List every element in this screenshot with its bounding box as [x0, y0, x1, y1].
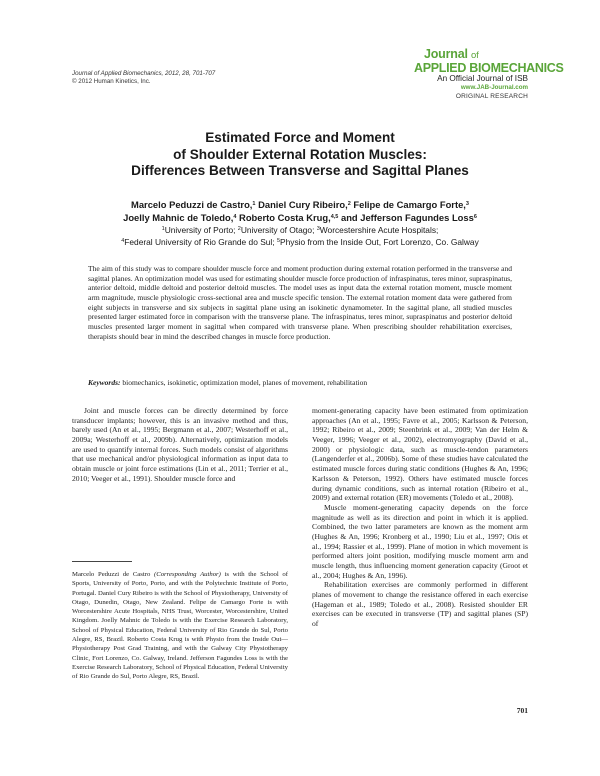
- author-name: and Jefferson Fagundes Loss: [340, 212, 474, 223]
- author-affiliation-mark: 4: [233, 214, 237, 220]
- title-line: of Shoulder External Rotation Muscles:: [173, 146, 427, 162]
- body-paragraph: moment-generating capacity have been estimated from optimization approaches (An et al., 1995; Favre et al., 2005; Karlsson & Peterson, 1992; Ribeiro et al., 2009; Steenbrink et al., 2009; Van der Helm & Veeger, 1996; Veeger et al., 2002), electromyography (David et al., 2000) or physiologic data, such as muscle-tendon parameters (Langenderfer et al., 2006b). Some of these studies have calculated the estimated muscle forces during static conditions (Hughes & An, 1996; Karlsson & Peterson, 1992). Others have estimated muscle forces during dynamic conditions, such as internal rotation (Ribeiro et al., 2009) and external rotation (ER) movements (Toledo et al., 2008).: [312, 406, 528, 503]
- logo-journal-word: Journal: [424, 47, 468, 61]
- affiliation-list: [0, 224, 600, 248]
- affiliation-mark: 4: [121, 238, 125, 244]
- author-list: [0, 198, 600, 224]
- corresponding-author-label: (Corresponding Author): [154, 571, 221, 578]
- author-name: Daniel Cury Ribeiro,: [258, 199, 348, 210]
- author-affiliation-mark: 2: [347, 201, 351, 207]
- footnote-text: is with the School of Sports, University of Porto, Porto, and with the Polytechnic Institute of Porto, Portugal. Daniel Cury Ribeiro is with the School of Physiotherapy, University of Otago, Dunedin, Otago, New Zealand. Felipe de Camargo Forte is with Worcestershire Acute Hospitals, NHS Trust, Worcester, Worcestershire, United Kingdom. Joelly Mahnic de Toledo is with the Exercise Research Laboratory, School of Physical Education, Federal University of Rio Grande do Sul, Porto Alegre, RS, Brazil. Roberto Costa Krug is with Physio from the Inside Out—Physiotherapy Post Grad Training, and with the Galway City Physiotherapy Clinic, Fort Lorenzo, Co. Galway, Ireland. Jefferson Fagundes Loss is with the Exercise Research Laboratory, School of Physical Education, Federal University of Rio Grande do Sul, Porto Alegre, RS, Brazil.: [72, 571, 289, 681]
- keywords-label: Keywords:: [88, 378, 121, 387]
- affiliation-line: [0, 224, 600, 236]
- author-affiliation-mark: 3: [465, 201, 469, 207]
- author-line: [0, 198, 600, 211]
- affiliation-text: Federal University of Rio Grande do Sul;: [124, 237, 275, 247]
- logo-of-word: of: [471, 50, 479, 61]
- affiliation-text: Physio from the Inside Out, Fort Lorenzo, Co. Galway: [280, 237, 479, 247]
- abstract: The aim of this study was to compare shoulder muscle force and moment production during external rotation performed in the transverse and sagittal planes. An optimization model was used for estimating shoulder muscle force production of infraspinatus, teres minor, supraspinatus, anterior deltoid, middle deltoid and posterior deltoid muscles. The model uses as input data the external rotation moment, muscle moment arm magnitude, muscle physiologic cross-sectional area and muscle specific tension. The external rotation moment data were gathered from eight subjects in transverse and six subjects in sagittal plane using an isokinetic dynamometer. In the sagittal plane, all studied muscles presented larger estimated force in comparison with the transverse plane. The infraspinatus, teres minor, supraspinatus and posterior deltoid muscles presented larger moment in sagittal when compared with transverse plane. When prescribing shoulder rehabilitation exercises, therapists should bear in mind the described changes in muscle force production.: [88, 264, 512, 341]
- journal-info: [437, 74, 528, 101]
- footnote-divider: [72, 561, 132, 562]
- affiliation-mark: 1: [161, 226, 165, 232]
- journal-website-link[interactable]: www.JAB-Journal.com: [460, 84, 528, 91]
- affiliation-text: Worcestershire Acute Hospitals;: [319, 225, 439, 235]
- keywords: [88, 378, 512, 388]
- title-line: Estimated Force and Moment: [205, 130, 395, 145]
- author-name: Roberto Costa Krug,: [239, 212, 331, 223]
- author-affiliation-mark: 1: [252, 201, 256, 207]
- journal-logo: [414, 47, 564, 75]
- affiliation-mark: 5: [276, 238, 281, 244]
- affiliation-mark: 3: [316, 226, 320, 232]
- affiliation-text: University of Porto;: [164, 225, 236, 235]
- official-journal-text: An Official Journal of ISB: [437, 74, 528, 83]
- keywords-text: biomechanics, isokinetic, optimization model, planes of movement, rehabilitation: [122, 378, 368, 387]
- corresponding-author-name: Marcelo Peduzzi de Castro: [72, 571, 151, 578]
- body-paragraph: Muscle moment-generating capacity depends on the force magnitude as well as its direction and point in which it is applied. Combined, the two latter parameters are known as the moment arm (Hughes & An, 1996; Kronberg et al., 1990; Liu et al., 1997; Otis et al., 1994; Rassier et al., 1999). Plane of motion in which movement is performed alters joint position, modifying muscle moment arm and muscle length, thus influencing moment generation capacity (Groot et al., 2004; Hughes & An, 1996).: [312, 502, 528, 580]
- title-line: Differences Between Transverse and Sagittal Planes: [131, 163, 469, 178]
- author-name: Joelly Mahnic de Toledo,: [123, 212, 234, 223]
- journal-citation: [72, 70, 215, 86]
- logo-journal-name: APPLIED BIOMECHANICS: [414, 61, 564, 75]
- affiliation-text: University of Otago;: [240, 225, 315, 235]
- author-line: [0, 211, 600, 224]
- article-title: [0, 130, 600, 180]
- article-section-label: ORIGINAL RESEARCH: [455, 93, 528, 100]
- author-footnote: [72, 570, 288, 682]
- body-paragraph: Joint and muscle forces can be directly determined by force transducer implants; however, this is an invasive method and thus, barely used (An et al., 1995; Bergmann et al., 2007; Westerhoff et al., 2009a; Westerhoff et al., 2009b). Alternatively, optimization models are used to quantify internal forces. Such models consist of algorithms that use mechanical and/or physiological information as input data to obtain muscle or joint force estimations (Lin et al., 2011; Terrier et al., 2010; Veeger et al., 1991). Shoulder muscle force and: [72, 406, 288, 483]
- body-column-right: [312, 406, 528, 629]
- author-name: Felipe de Camargo Forte,: [353, 199, 466, 210]
- author-name: Marcelo Peduzzi de Castro,: [131, 199, 253, 210]
- copyright-line: © 2012 Human Kinetics, Inc.: [72, 78, 151, 85]
- citation-line: Journal of Applied Biomechanics, 2012, 28, 701-707: [72, 70, 216, 77]
- body-paragraph: Rehabilitation exercises are commonly performed in different planes of movement to change the resistance offered in each exercise (Hageman et al., 1989; Toledo et al., 2008). Resisted shoulder ER exercises can be executed in transverse (TP) and sagittal planes (SP) of: [312, 580, 528, 629]
- author-affiliation-mark: 4,5: [330, 214, 339, 220]
- affiliation-mark: 2: [237, 226, 241, 232]
- author-affiliation-mark: 6: [473, 214, 477, 220]
- affiliation-line: [0, 236, 600, 248]
- body-column-left: [72, 406, 288, 484]
- page-number: 701: [516, 706, 528, 715]
